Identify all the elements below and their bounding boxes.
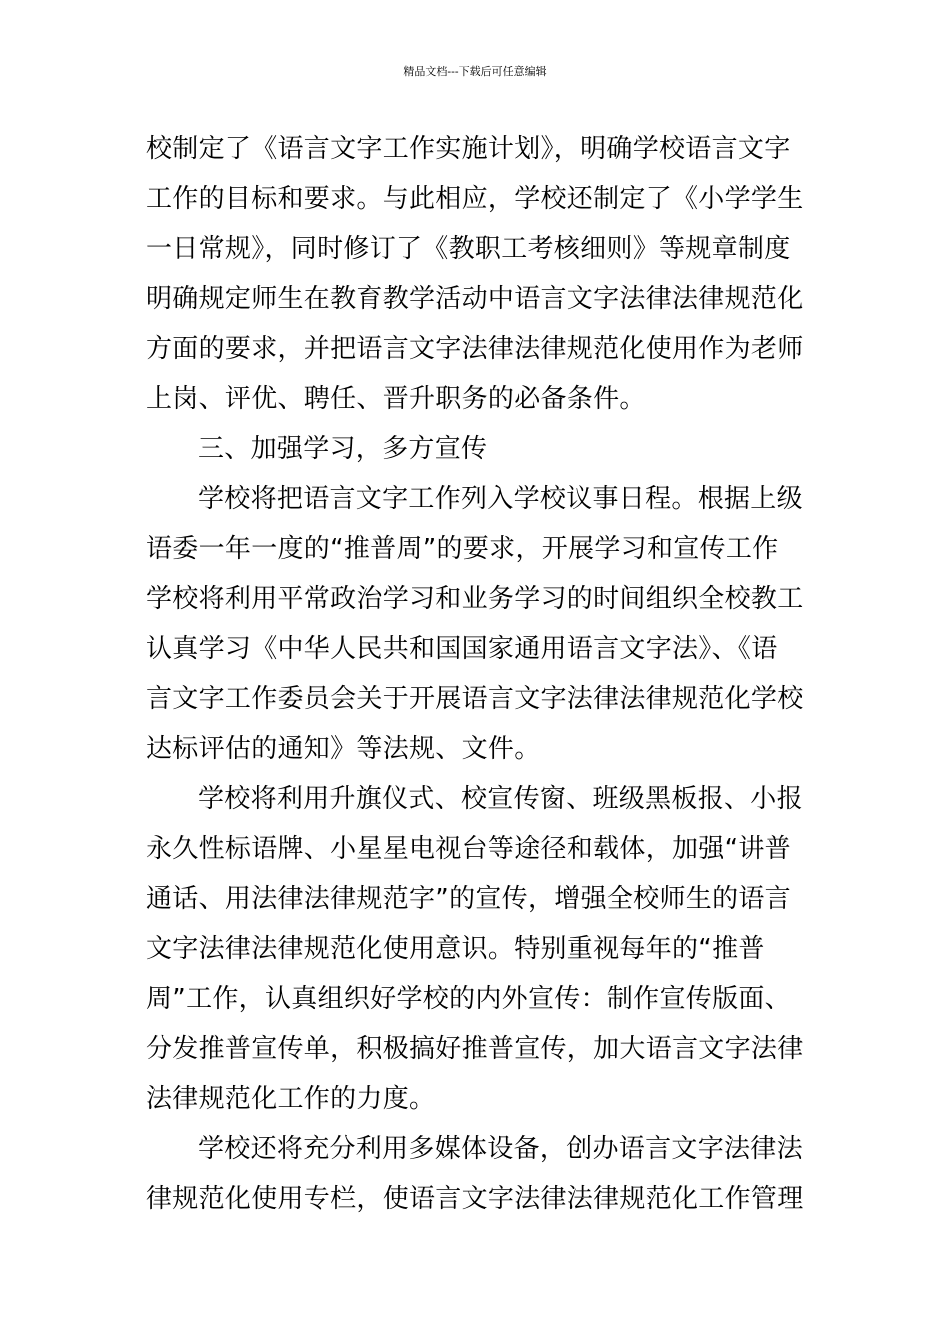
text-line: 方面的要求，并把语言文字法律法律规范化使用作为老师 xyxy=(146,334,804,364)
text-line: 周”工作，认真组织好学校的内外宣传：制作宣传版面、 xyxy=(146,984,791,1014)
text-line: 法律规范化工作的力度。 xyxy=(146,1084,436,1114)
text-line: 一日常规》，同时修订了《教职工考核细则》等规章制度 xyxy=(146,234,791,264)
text-line: 永久性标语牌、小星星电视台等途径和载体，加强“讲普 xyxy=(146,834,791,864)
text-line: 通话、用法律法律规范字”的宣传，增强全校师生的语言 xyxy=(146,884,791,914)
text-line: 学校将利用平常政治学习和业务学习的时间组织全校教工 xyxy=(146,584,804,614)
text-line: 达标评估的通知》等法规、文件。 xyxy=(146,734,541,764)
section-heading: 三、加强学习，多方宣传 xyxy=(198,434,488,464)
text-line: 言文字工作委员会关于开展语言文字法律法律规范化学校 xyxy=(146,684,804,714)
text-line: 明确规定师生在教育教学活动中语言文字法律法律规范化 xyxy=(146,284,804,314)
text-line: 校制定了《语言文字工作实施计划》，明确学校语言文字 xyxy=(146,134,791,164)
document-body xyxy=(146,124,818,1224)
text-line: 工作的目标和要求。与此相应，学校还制定了《小学学生 xyxy=(146,184,804,214)
page-header: 精品文档---下载后可任意编辑 xyxy=(403,65,547,78)
text-line: 学校还将充分利用多媒体设备，创办语言文字法律法 xyxy=(198,1134,803,1164)
text-line: 语委一年一度的“推普周”的要求，开展学习和宣传工作 xyxy=(146,534,779,564)
text-line: 学校将利用升旗仪式、校宣传窗、班级黑板报、小报 xyxy=(198,784,803,814)
text-line: 律规范化使用专栏，使语言文字法律法律规范化工作管理 xyxy=(146,1184,804,1214)
text-line: 认真学习《中华人民共和国国家通用语言文字法》、《语 xyxy=(146,634,778,664)
text-line: 分发推普宣传单，积极搞好推普宣传，加大语言文字法律 xyxy=(146,1034,804,1064)
text-line: 学校将把语言文字工作列入学校议事日程。根据上级 xyxy=(198,484,803,514)
text-line: 上岗、评优、聘任、晋升职务的必备条件。 xyxy=(146,384,646,414)
text-line: 文字法律法律规范化使用意识。特别重视每年的“推普 xyxy=(146,934,765,964)
